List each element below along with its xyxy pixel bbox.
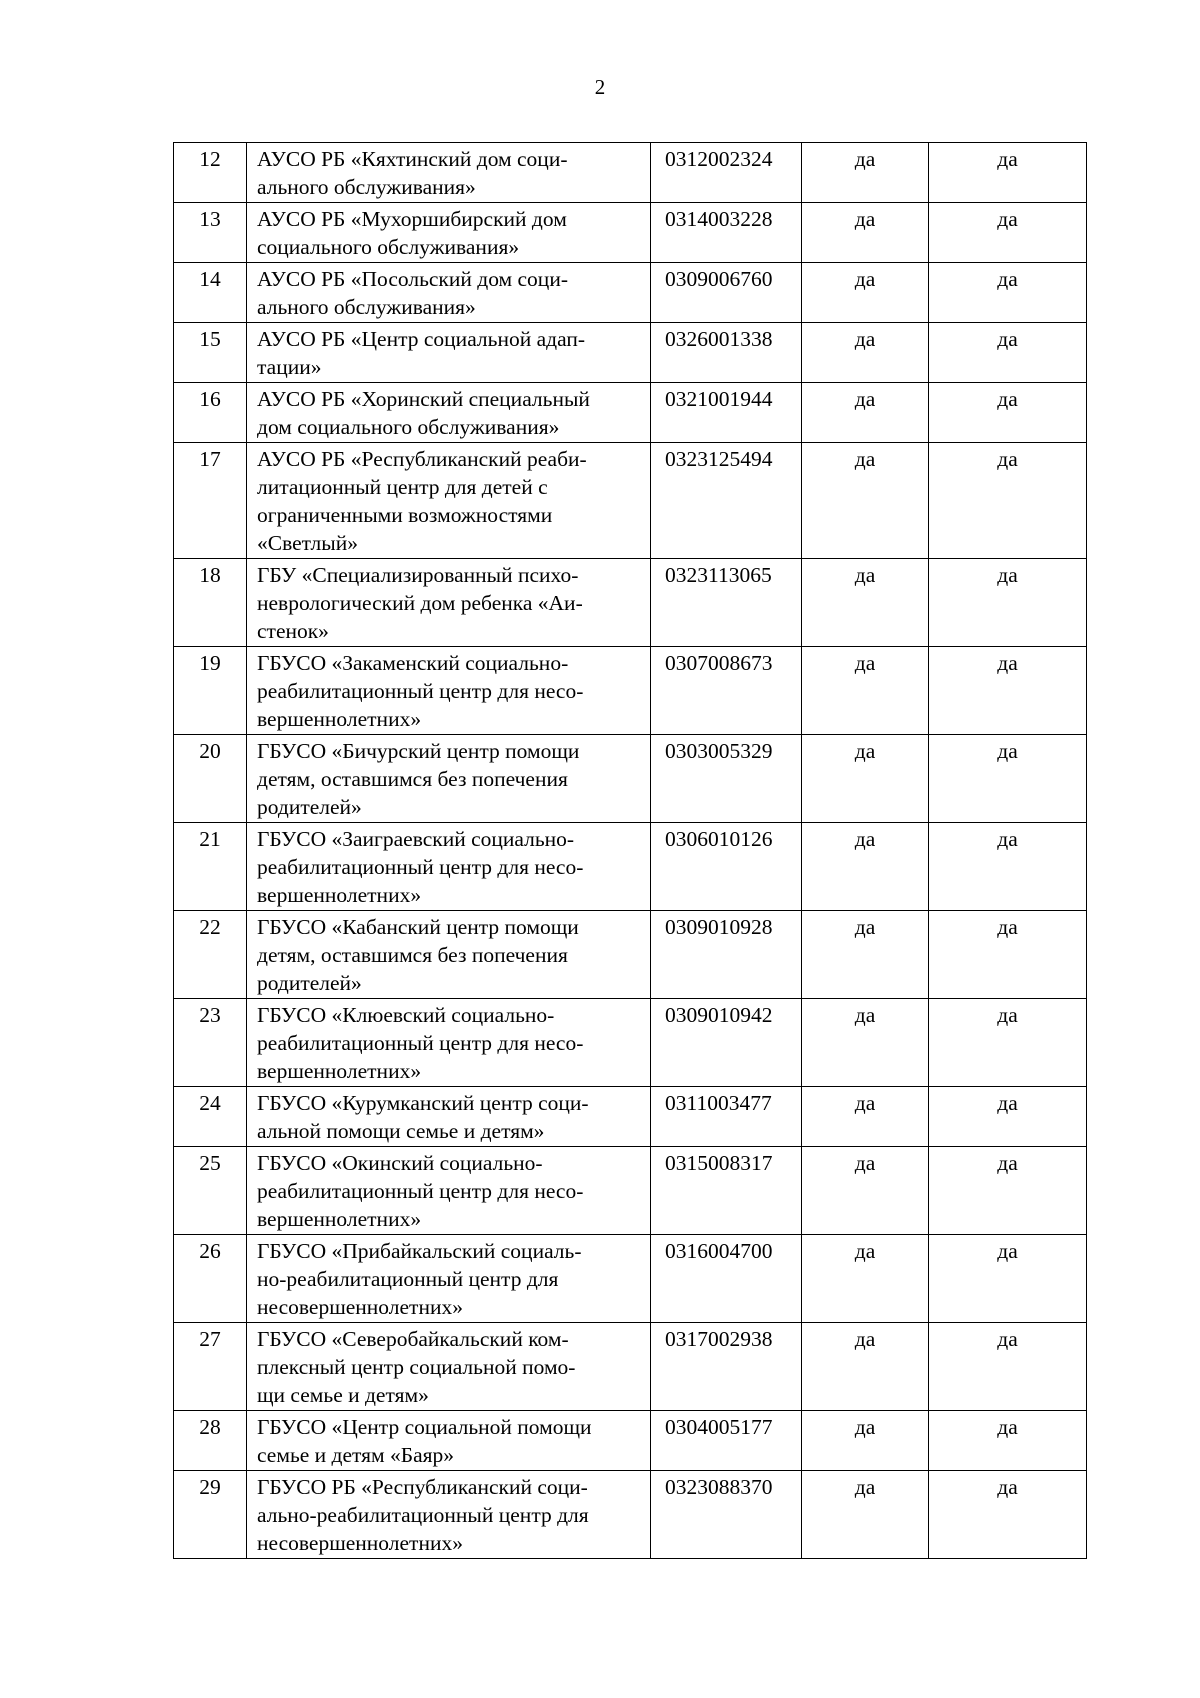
flag-cell-1: да	[802, 911, 929, 999]
inn-cell: 0307008673	[651, 647, 802, 735]
table-row	[174, 823, 1087, 911]
institution-name-line: родителей»	[257, 795, 362, 819]
inn-cell: 0323113065	[651, 559, 802, 647]
institution-name-line: ГБУСО «Кабанский центр помощи	[257, 915, 579, 939]
flag-cell-1: да	[802, 1147, 929, 1235]
flag-cell-1: да	[802, 203, 929, 263]
institution-name-line: АУСО РБ «Мухоршибирский дом	[257, 207, 567, 231]
row-number-cell: 15	[174, 323, 247, 383]
institution-name-line: ального обслуживания»	[257, 295, 476, 319]
institution-name-line: семье и детям «Баяр»	[257, 1443, 455, 1467]
table-row	[174, 559, 1087, 647]
inn-cell: 0314003228	[651, 203, 802, 263]
inn-cell: 0306010126	[651, 823, 802, 911]
institution-name-cell	[247, 203, 651, 263]
flag-cell-1: да	[802, 323, 929, 383]
institution-name-line: ГБУСО «Бичурский центр помощи	[257, 739, 580, 763]
table-row	[174, 1411, 1087, 1471]
table-row	[174, 323, 1087, 383]
institution-name-cell	[247, 823, 651, 911]
institutions-table	[173, 142, 1087, 1559]
flag-cell-2: да	[929, 1323, 1087, 1411]
row-number-cell: 12	[174, 143, 247, 203]
institution-name-line: ГБУСО «Окинский социально-	[257, 1151, 543, 1175]
institution-name-cell	[247, 1411, 651, 1471]
institution-name-line: АУСО РБ «Кяхтинский дом соци-	[257, 147, 568, 171]
institution-name-line: несовершеннолетних»	[257, 1531, 463, 1555]
institution-name-cell	[247, 1235, 651, 1323]
row-number-cell: 17	[174, 443, 247, 559]
flag-cell-1: да	[802, 1323, 929, 1411]
flag-cell-2: да	[929, 1087, 1087, 1147]
row-number-cell: 21	[174, 823, 247, 911]
row-number-cell: 14	[174, 263, 247, 323]
flag-cell-1: да	[802, 443, 929, 559]
table-row	[174, 647, 1087, 735]
table-row	[174, 263, 1087, 323]
institution-name-line: ограниченными возможностями	[257, 503, 553, 527]
flag-cell-2: да	[929, 143, 1087, 203]
institution-name-line: стенок»	[257, 619, 329, 643]
inn-cell: 0309010928	[651, 911, 802, 999]
institution-name-line: вершеннолетних»	[257, 1059, 422, 1083]
flag-cell-2: да	[929, 443, 1087, 559]
flag-cell-1: да	[802, 383, 929, 443]
institution-name-line: щи семье и детям»	[257, 1383, 429, 1407]
flag-cell-2: да	[929, 263, 1087, 323]
institution-name-cell	[247, 1087, 651, 1147]
institution-name-line: вершеннолетних»	[257, 707, 422, 731]
row-number-cell: 19	[174, 647, 247, 735]
institution-name-line: ГБУСО «Закаменский социально-	[257, 651, 569, 675]
institution-name-line: но-реабилитационный центр для	[257, 1267, 559, 1291]
row-number-cell: 22	[174, 911, 247, 999]
inn-cell: 0303005329	[651, 735, 802, 823]
institution-name-line: альной помощи семье и детям»	[257, 1119, 545, 1143]
institution-name-cell	[247, 383, 651, 443]
institution-name-line: несовершеннолетних»	[257, 1295, 463, 1319]
institution-name-cell	[247, 1471, 651, 1559]
institution-name-line: литационный центр для детей с	[257, 475, 548, 499]
institution-name-line: дом социального обслуживания»	[257, 415, 560, 439]
flag-cell-1: да	[802, 1411, 929, 1471]
inn-cell: 0304005177	[651, 1411, 802, 1471]
institution-name-line: ГБУСО «Прибайкальский социаль-	[257, 1239, 582, 1263]
inn-cell: 0326001338	[651, 323, 802, 383]
institution-name-line: реабилитационный центр для несо-	[257, 1179, 584, 1203]
institution-name-line: ально-реабилитационный центр для	[257, 1503, 589, 1527]
row-number-cell: 25	[174, 1147, 247, 1235]
inn-cell: 0321001944	[651, 383, 802, 443]
table-body	[174, 143, 1087, 1559]
institution-name-line: вершеннолетних»	[257, 883, 422, 907]
institution-name-line: реабилитационный центр для несо-	[257, 855, 584, 879]
institution-name-cell	[247, 647, 651, 735]
institution-name-line: неврологический дом ребенка «Аи-	[257, 591, 583, 615]
flag-cell-2: да	[929, 823, 1087, 911]
table-row	[174, 999, 1087, 1087]
institution-name-line: ГБУСО РБ «Республиканский соци-	[257, 1475, 588, 1499]
row-number-cell: 18	[174, 559, 247, 647]
row-number-cell: 29	[174, 1471, 247, 1559]
row-number-cell: 20	[174, 735, 247, 823]
institution-name-line: детям, оставшимся без попечения	[257, 943, 568, 967]
flag-cell-2: да	[929, 203, 1087, 263]
institution-name-line: реабилитационный центр для несо-	[257, 679, 584, 703]
inn-cell: 0309006760	[651, 263, 802, 323]
flag-cell-1: да	[802, 1235, 929, 1323]
institution-name-line: ального обслуживания»	[257, 175, 476, 199]
institution-name-line: тации»	[257, 355, 322, 379]
inn-cell: 0311003477	[651, 1087, 802, 1147]
flag-cell-1: да	[802, 1087, 929, 1147]
institution-name-line: ГБУСО «Курумканский центр соци-	[257, 1091, 589, 1115]
institution-name-cell	[247, 143, 651, 203]
inn-cell: 0323125494	[651, 443, 802, 559]
flag-cell-2: да	[929, 1235, 1087, 1323]
flag-cell-1: да	[802, 143, 929, 203]
institution-name-cell	[247, 735, 651, 823]
institution-name-line: ГБУСО «Клюевский социально-	[257, 1003, 555, 1027]
row-number-cell: 23	[174, 999, 247, 1087]
institution-name-cell	[247, 323, 651, 383]
institution-name-line: ГБУСО «Заиграевский социально-	[257, 827, 575, 851]
institution-name-line: вершеннолетних»	[257, 1207, 422, 1231]
flag-cell-1: да	[802, 647, 929, 735]
institution-name-line: АУСО РБ «Центр социальной адап-	[257, 327, 586, 351]
institution-name-cell	[247, 911, 651, 999]
flag-cell-2: да	[929, 647, 1087, 735]
institution-name-line: АУСО РБ «Республиканский реаби-	[257, 447, 587, 471]
institution-name-line: «Светлый»	[257, 531, 358, 555]
page-number: 2	[594, 75, 606, 99]
flag-cell-2: да	[929, 911, 1087, 999]
table-row	[174, 1235, 1087, 1323]
inn-cell: 0323088370	[651, 1471, 802, 1559]
table-row	[174, 383, 1087, 443]
flag-cell-1: да	[802, 559, 929, 647]
table-row	[174, 143, 1087, 203]
flag-cell-1: да	[802, 1471, 929, 1559]
table-row	[174, 203, 1087, 263]
row-number-cell: 28	[174, 1411, 247, 1471]
flag-cell-2: да	[929, 1147, 1087, 1235]
table-row	[174, 1147, 1087, 1235]
row-number-cell: 24	[174, 1087, 247, 1147]
institution-name-line: ГБУ «Специализированный психо-	[257, 563, 579, 587]
table-row	[174, 1471, 1087, 1559]
table-row	[174, 1323, 1087, 1411]
flag-cell-2: да	[929, 323, 1087, 383]
row-number-cell: 26	[174, 1235, 247, 1323]
row-number-cell: 13	[174, 203, 247, 263]
inn-cell: 0309010942	[651, 999, 802, 1087]
institution-name-cell	[247, 999, 651, 1087]
inn-cell: 0317002938	[651, 1323, 802, 1411]
institution-name-cell	[247, 1147, 651, 1235]
flag-cell-2: да	[929, 559, 1087, 647]
institution-name-line: ГБУСО «Северобайкальский ком-	[257, 1327, 569, 1351]
institution-name-line: родителей»	[257, 971, 362, 995]
row-number-cell: 27	[174, 1323, 247, 1411]
institution-name-cell	[247, 1323, 651, 1411]
institution-name-line: детям, оставшимся без попечения	[257, 767, 568, 791]
institution-name-line: АУСО РБ «Хоринский специальный	[257, 387, 590, 411]
table-row	[174, 443, 1087, 559]
institution-name-cell	[247, 263, 651, 323]
institution-name-line: социального обслуживания»	[257, 235, 520, 259]
flag-cell-1: да	[802, 999, 929, 1087]
inn-cell: 0312002324	[651, 143, 802, 203]
institution-name-line: плексный центр социальной помо-	[257, 1355, 576, 1379]
flag-cell-2: да	[929, 999, 1087, 1087]
table-row	[174, 1087, 1087, 1147]
flag-cell-1: да	[802, 263, 929, 323]
flag-cell-2: да	[929, 1471, 1087, 1559]
flag-cell-2: да	[929, 735, 1087, 823]
institution-name-line: АУСО РБ «Посольский дом соци-	[257, 267, 568, 291]
flag-cell-1: да	[802, 735, 929, 823]
inn-cell: 0316004700	[651, 1235, 802, 1323]
institution-name-line: ГБУСО «Центр социальной помощи	[257, 1415, 592, 1439]
inn-cell: 0315008317	[651, 1147, 802, 1235]
institution-name-line: реабилитационный центр для несо-	[257, 1031, 584, 1055]
row-number-cell: 16	[174, 383, 247, 443]
table-row	[174, 911, 1087, 999]
flag-cell-1: да	[802, 823, 929, 911]
flag-cell-2: да	[929, 1411, 1087, 1471]
institution-name-cell	[247, 443, 651, 559]
institution-name-cell	[247, 559, 651, 647]
table-row	[174, 735, 1087, 823]
flag-cell-2: да	[929, 383, 1087, 443]
